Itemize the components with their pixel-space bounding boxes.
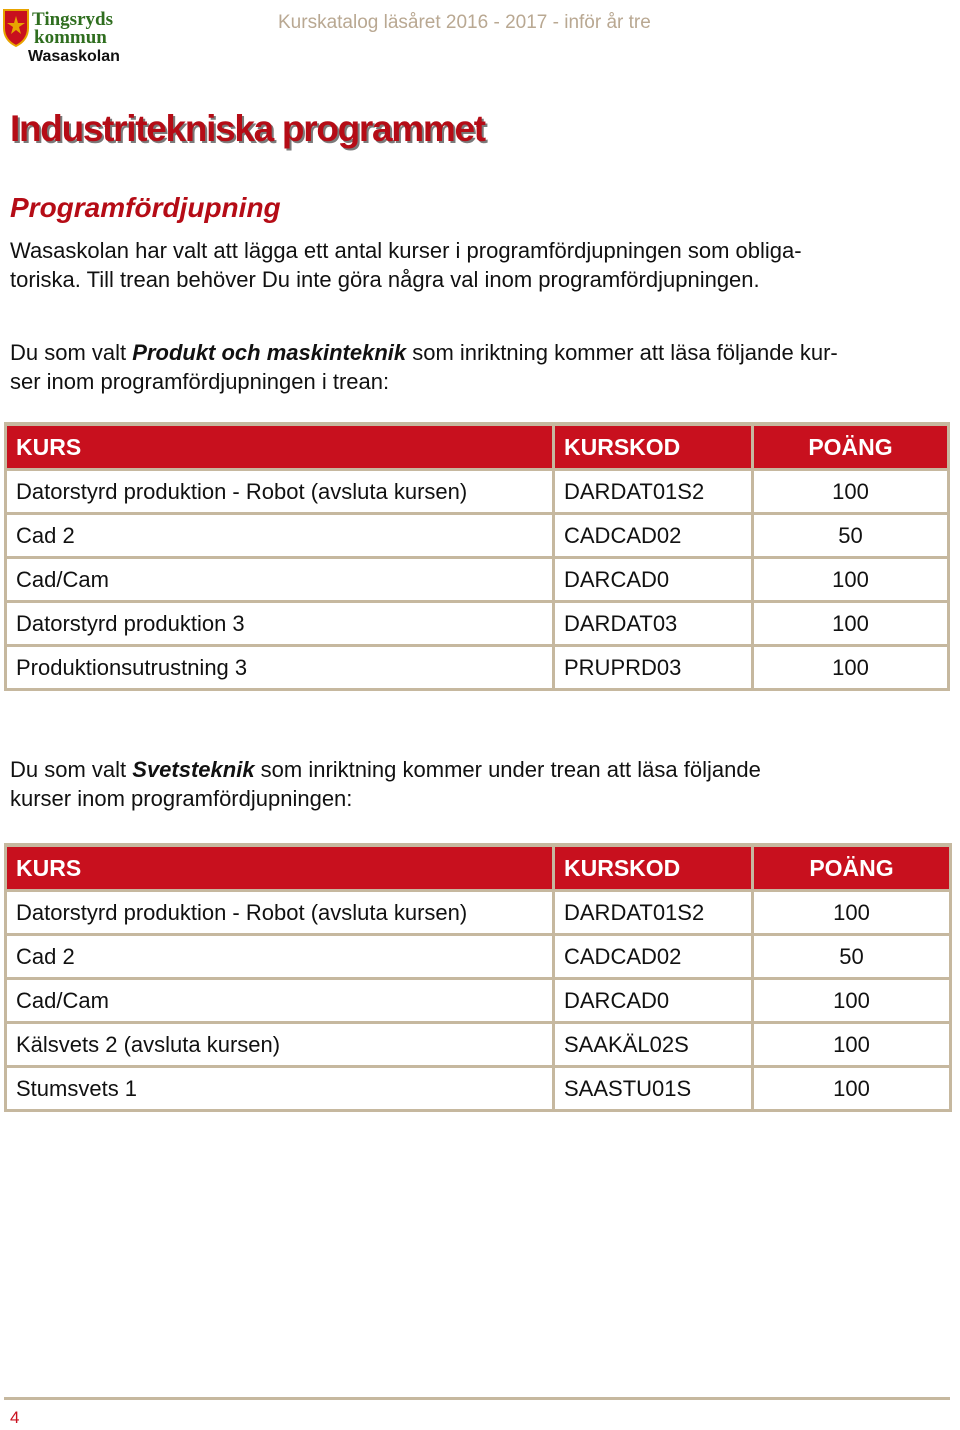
course-points: 100 <box>753 1067 951 1111</box>
course-name: Cad 2 <box>6 514 554 558</box>
block2-orientation-name: Svetsteknik <box>132 757 255 782</box>
course-code: SAASTU01S <box>554 1067 753 1111</box>
course-points: 100 <box>753 891 951 935</box>
course-points: 50 <box>753 935 951 979</box>
course-name: Cad/Cam <box>6 979 554 1023</box>
course-code: DARCAD0 <box>554 558 753 602</box>
block2-intro-line-2: kurser inom programfördjupningen: <box>10 786 353 811</box>
header-poang: POÄNG <box>753 845 951 891</box>
course-name: Datorstyrd produktion 3 <box>6 602 554 646</box>
header-kurs: KURS <box>6 845 554 891</box>
course-code: SAAKÄL02S <box>554 1023 753 1067</box>
course-points: 100 <box>753 979 951 1023</box>
header-kurskod: KURSKOD <box>554 424 753 470</box>
table-row <box>6 514 949 558</box>
course-code: CADCAD02 <box>554 514 753 558</box>
table-row <box>6 602 949 646</box>
block1-intro-prefix: Du som valt <box>10 340 133 365</box>
footer-divider <box>4 1397 950 1400</box>
table-header-row <box>6 424 949 470</box>
table-row <box>6 1023 951 1067</box>
header-poang: POÄNG <box>753 424 949 470</box>
course-name: Cad 2 <box>6 935 554 979</box>
table-row <box>6 891 951 935</box>
header-kurskod: KURSKOD <box>554 845 753 891</box>
tingsryd-kommun-logo <box>2 6 137 64</box>
course-code: DARDAT03 <box>554 602 753 646</box>
table-row <box>6 646 949 690</box>
course-points: 100 <box>753 646 949 690</box>
table-row <box>6 1067 951 1111</box>
course-points: 100 <box>753 602 949 646</box>
block1-intro-suffix: som inriktning kommer att läsa följande kur- <box>406 340 838 365</box>
table-row <box>6 979 951 1023</box>
course-name: Cad/Cam <box>6 558 554 602</box>
course-points: 100 <box>753 558 949 602</box>
course-name: Stumsvets 1 <box>6 1067 554 1111</box>
section-title: Programfördjupning <box>10 192 281 223</box>
logo-line-3: Wasaskolan <box>28 48 120 64</box>
course-table-svetsteknik <box>4 843 952 1112</box>
course-code: PRUPRD03 <box>554 646 753 690</box>
intro-paragraph <box>10 236 950 294</box>
course-name: Produktionsutrustning 3 <box>6 646 554 690</box>
course-name: Datorstyrd produktion - Robot (avsluta kursen) <box>6 891 554 935</box>
course-table-produkt <box>4 422 950 691</box>
course-name: Datorstyrd produktion - Robot (avsluta kursen) <box>6 470 554 514</box>
course-code: DARCAD0 <box>554 979 753 1023</box>
course-name: Kälsvets 2 (avsluta kursen) <box>6 1023 554 1067</box>
header-kurs: KURS <box>6 424 554 470</box>
intro-line-2: toriska. Till trean behöver Du inte göra några val inom programfördjupningen. <box>10 267 760 292</box>
catalog-header: Kurskatalog läsåret 2016 - 2017 - inför år tre <box>278 12 651 33</box>
table-row <box>6 935 951 979</box>
course-code: DARDAT01S2 <box>554 891 753 935</box>
table-header-row <box>6 845 951 891</box>
block2-intro <box>10 755 950 813</box>
course-points: 100 <box>753 470 949 514</box>
table-row <box>6 558 949 602</box>
table-row <box>6 470 949 514</box>
course-code: CADCAD02 <box>554 935 753 979</box>
course-points: 100 <box>753 1023 951 1067</box>
block2-intro-suffix: som inriktning kommer under trean att läsa följande <box>254 757 761 782</box>
course-points: 50 <box>753 514 949 558</box>
intro-line-1: Wasaskolan har valt att lägga ett antal kurser i programfördjupningen som obliga- <box>10 238 802 263</box>
block1-intro <box>10 338 950 396</box>
logo-line-2: kommun <box>34 27 107 48</box>
logo-line-1: Tingsryds <box>32 9 113 30</box>
course-code: DARDAT01S2 <box>554 470 753 514</box>
block2-intro-prefix: Du som valt <box>10 757 133 782</box>
block1-orientation-name: Produkt och maskinteknik <box>132 340 407 365</box>
page-number: 4 <box>10 1408 20 1427</box>
block1-intro-line-2: ser inom programfördjupningen i trean: <box>10 369 390 394</box>
page-title: Industritekniska programmet <box>10 108 485 149</box>
